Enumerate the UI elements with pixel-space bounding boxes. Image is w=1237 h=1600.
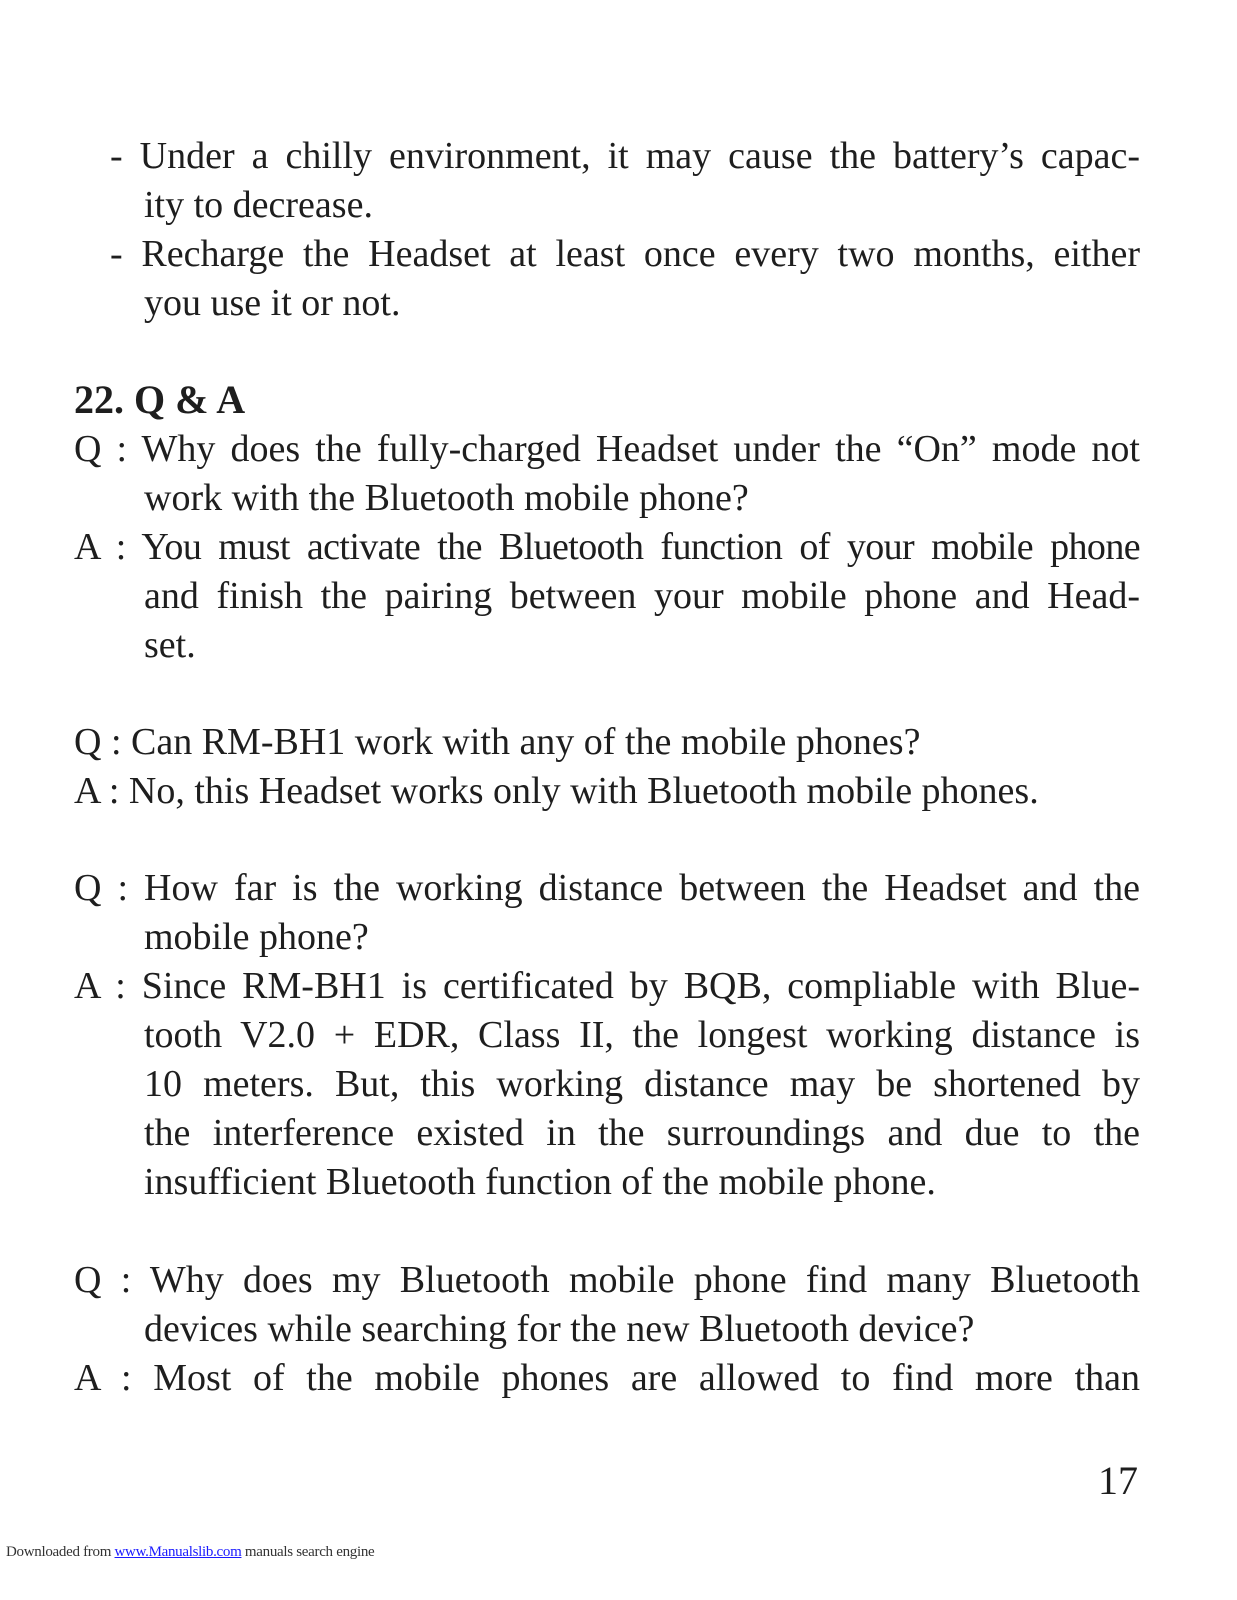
answer-line: tooth V2.0 + EDR, Class II, the longest working distance is bbox=[144, 1014, 1140, 1056]
page-number: 17 bbox=[1098, 1458, 1138, 1503]
bullet-line: - Under a chilly environment, it may cause the battery’s capac- bbox=[110, 135, 1140, 177]
answer-line: 10 meters. But, this working distance may be shortened by bbox=[144, 1063, 1140, 1105]
answer-line: the interference existed in the surroundings and due to the bbox=[144, 1112, 1140, 1154]
answer-line: and finish the pairing between your mobile phone and Head- bbox=[144, 575, 1140, 617]
section-heading: 22. Q & A bbox=[74, 377, 246, 422]
manualslib-link[interactable]: www.Manualslib.com bbox=[114, 1544, 242, 1560]
download-footer bbox=[6, 1543, 374, 1561]
question-line: Q : How far is the working distance between the Headset and the bbox=[74, 867, 1140, 909]
question-line: Q : Can RM-BH1 work with any of the mobile phones? bbox=[74, 721, 921, 763]
bullet-line: ity to decrease. bbox=[144, 184, 373, 226]
answer-line: insufficient Bluetooth function of the mobile phone. bbox=[144, 1161, 936, 1203]
answer-line: set. bbox=[144, 624, 196, 666]
bullet-line: you use it or not. bbox=[144, 282, 401, 324]
answer-line: A : Most of the mobile phones are allowed to find more than bbox=[74, 1357, 1140, 1399]
question-line: work with the Bluetooth mobile phone? bbox=[144, 477, 749, 519]
question-line: mobile phone? bbox=[144, 916, 369, 958]
question-line: Q : Why does my Bluetooth mobile phone find many Bluetooth bbox=[74, 1259, 1140, 1301]
answer-line: A : Since RM-BH1 is certificated by BQB, compliable with Blue- bbox=[74, 965, 1140, 1007]
footer-suffix: manuals search engine bbox=[241, 1544, 375, 1560]
bullet-line: - Recharge the Headset at least once every two months, either bbox=[110, 233, 1140, 275]
answer-line: A : You must activate the Bluetooth function of your mobile phone bbox=[74, 526, 1140, 568]
question-line: Q : Why does the fully-charged Headset under the “On” mode not bbox=[74, 428, 1140, 470]
question-line: devices while searching for the new Bluetooth device? bbox=[144, 1308, 975, 1350]
footer-prefix: Downloaded from bbox=[6, 1544, 115, 1560]
answer-line: A : No, this Headset works only with Bluetooth mobile phones. bbox=[74, 770, 1039, 812]
